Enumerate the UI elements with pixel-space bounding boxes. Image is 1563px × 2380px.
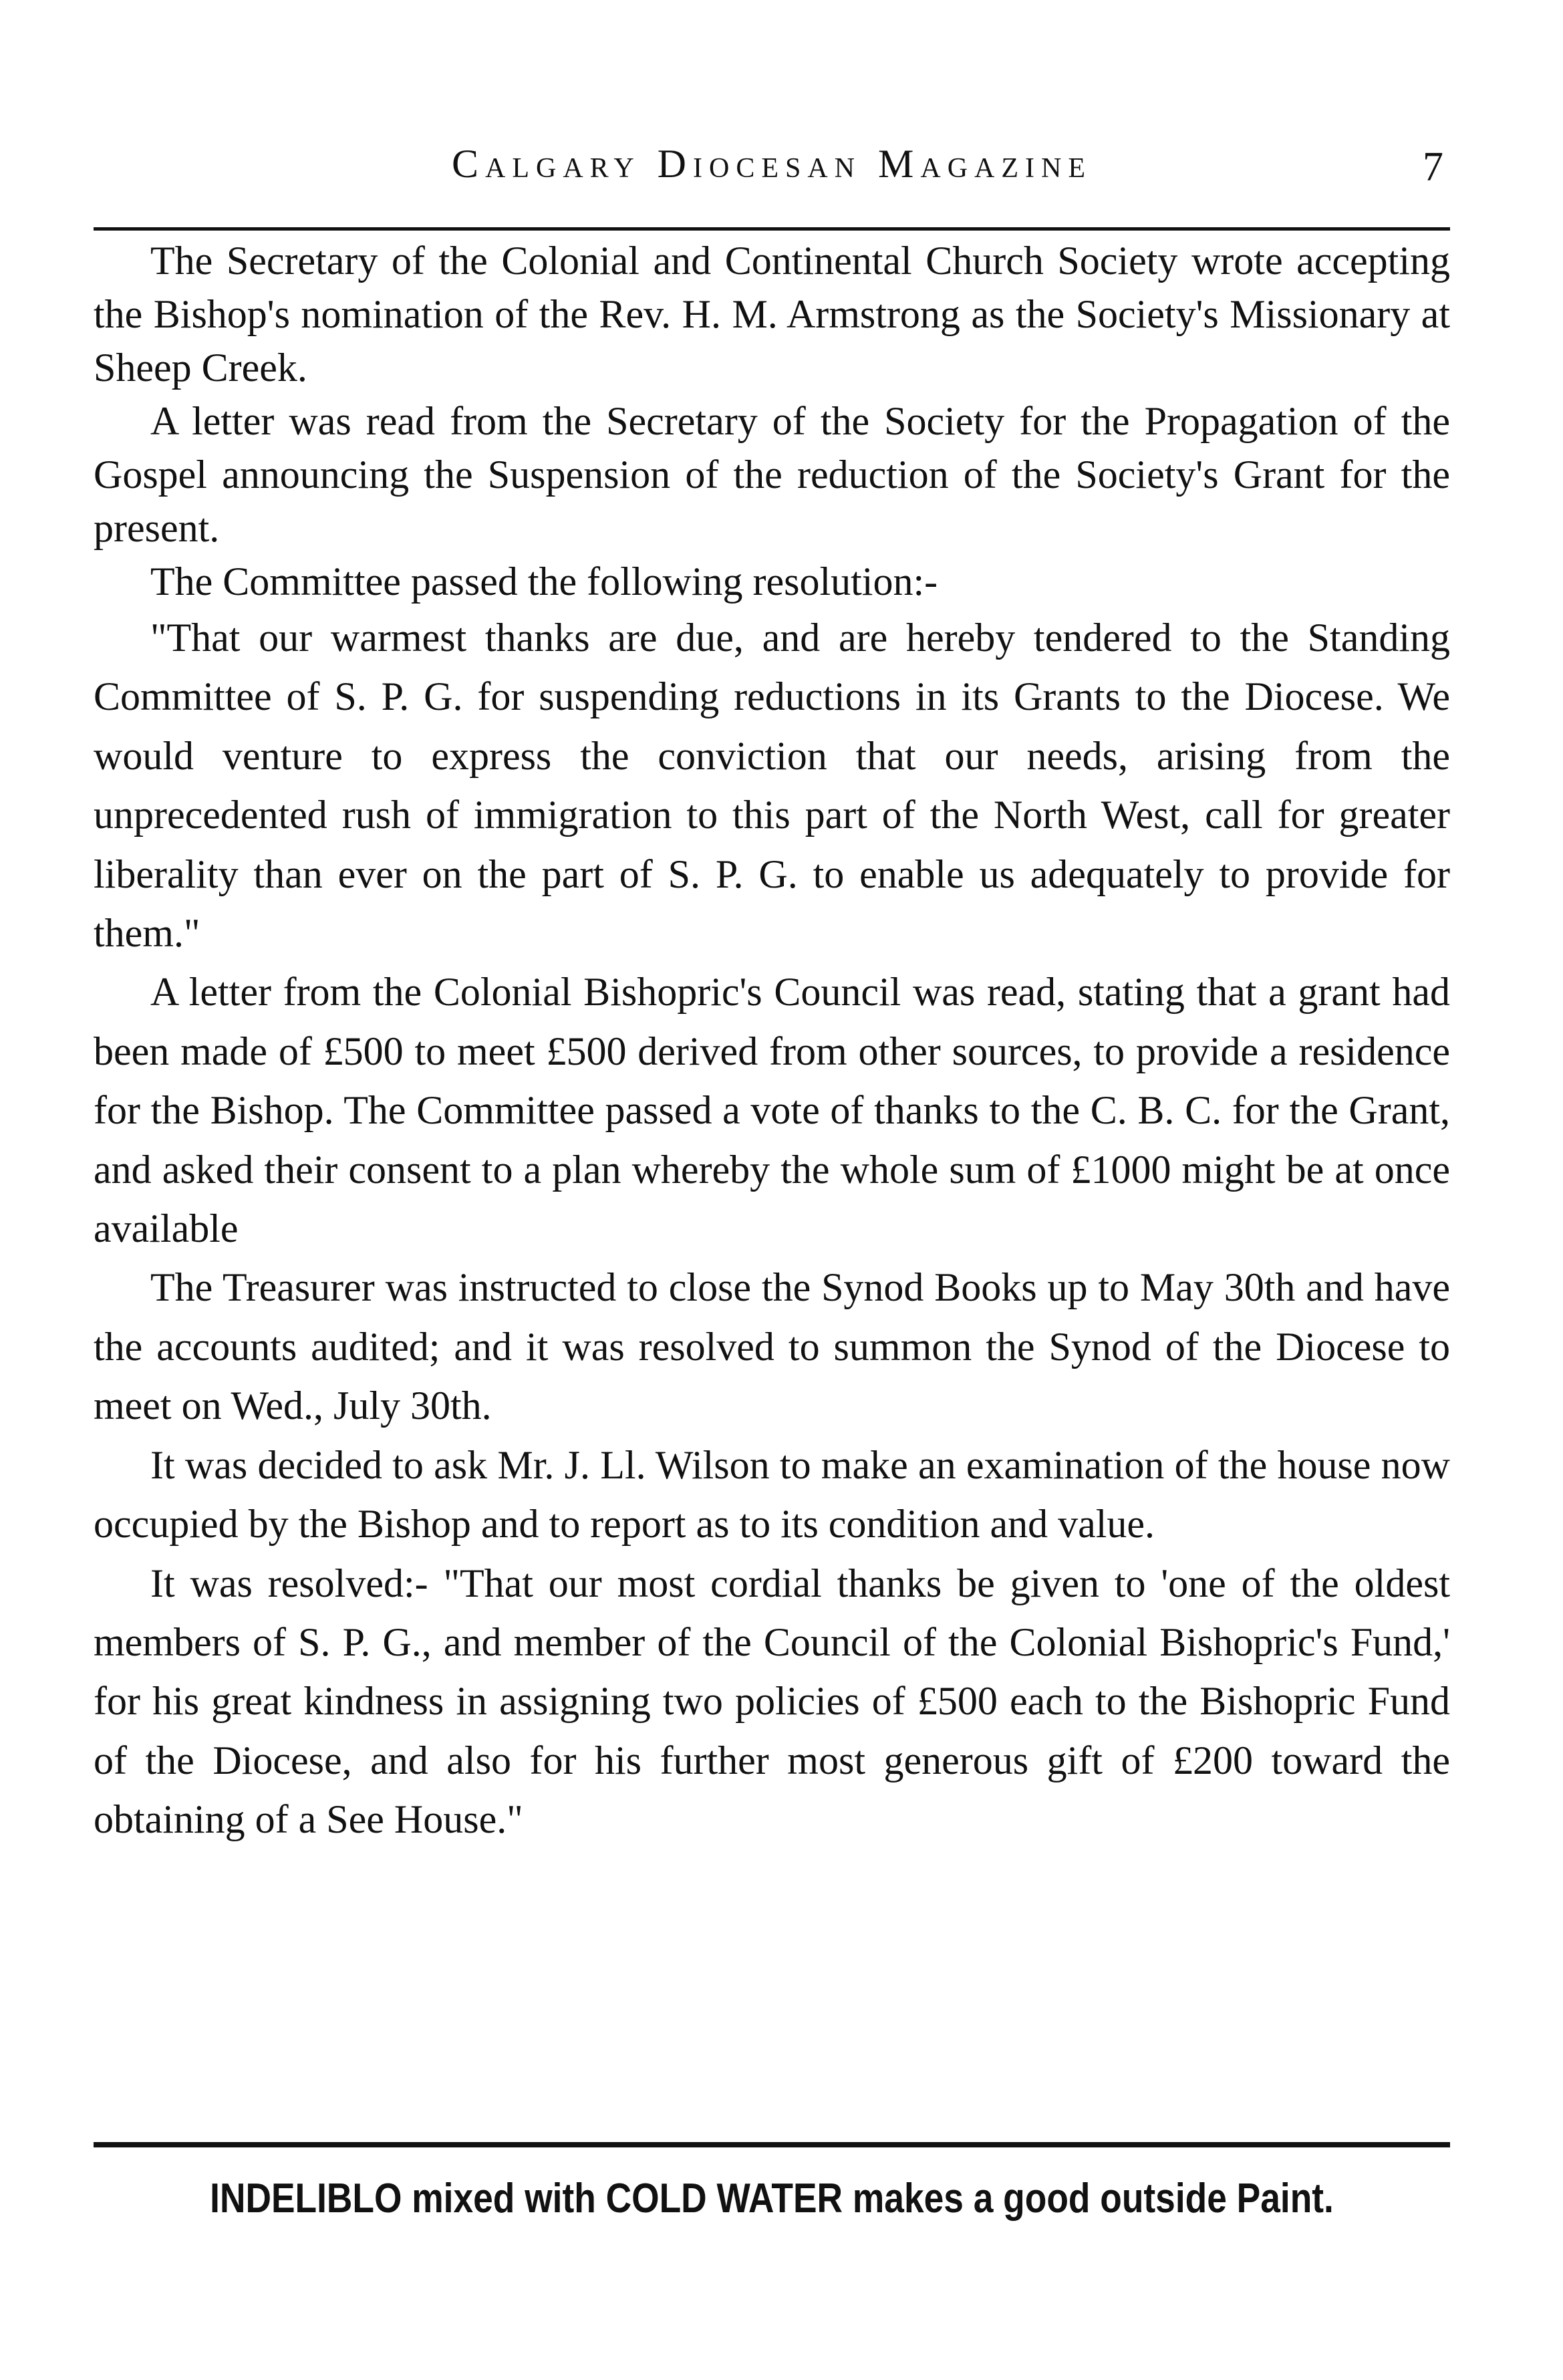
running-title: Calgary Diocesan Magazine (451, 142, 1092, 186)
paragraph-resolution-text: "That our warmest thanks are due, and are hereby tendered to the Standing Committee of S. P. G. for suspending reductions in its Grants to the Diocese. We would venture to express the conviction that our needs, arising from the unprecedented rush of immigration to this part of the North West, call for greater liberality than ever on the part of S. P. G. to enable us adequately to provide for them." (94, 616, 1450, 956)
paragraph-house-examination: It was decided to ask Mr. J. Ll. Wilson to make an examination of the house now occupied by the Bishop and to report as to its condition and value. (94, 1442, 1450, 1547)
paragraph-resolution-intro: The Committee passed the following resolution:- (150, 559, 938, 604)
paragraph-treasurer: The Treasurer was instructed to close the Synod Books up to May 30th and have the accounts audited; and it was resolved to summon the Synod of the Diocese to meet on Wed., July 30th. (94, 1265, 1450, 1428)
paragraph-ccc-society: The Secretary of the Colonial and Continental Church Society wrote accepting the Bishop's nomination of the Rev. H. M. Armstrong as the Society's Missionary at Sheep Creek. (94, 239, 1450, 390)
page-number: 7 (1423, 144, 1443, 190)
paragraph-cbc-grant: A letter from the Colonial Bishopric's Council was read, stating that a grant had been made of £500 to meet £500 derived from other sources, to provide a residence for the Bishop. The Committee passed a vote of thanks to the C. B. C. for the Grant, and asked their consent to a plan whereby the whole sum of £1000 might be at once available (94, 970, 1450, 1251)
article-body (94, 234, 1450, 1849)
running-header (94, 137, 1450, 190)
paragraph-spg-letter: A letter was read from the Secretary of the Society for the Propagation of the Gospel announcing the Suspension of the reduction of the Society's Grant for the present. (94, 399, 1450, 550)
advertisement-line: INDELIBLO mixed with COLD WATER makes a good outside Paint. (210, 2175, 1334, 2222)
header-rule (94, 227, 1450, 231)
footer-rule (94, 2142, 1450, 2147)
paragraph-cordial-thanks: It was resolved:- "That our most cordial thanks be given to 'one of the oldest members of S. P. G., and member of the Council of the Colonial Bishopric's Fund,' for his great kindness in assigning two policies of £500 each to the Bishopric Fund of the Diocese, and also for his further most generous gift of £200 toward the obtaining of a See House." (94, 1561, 1450, 1842)
